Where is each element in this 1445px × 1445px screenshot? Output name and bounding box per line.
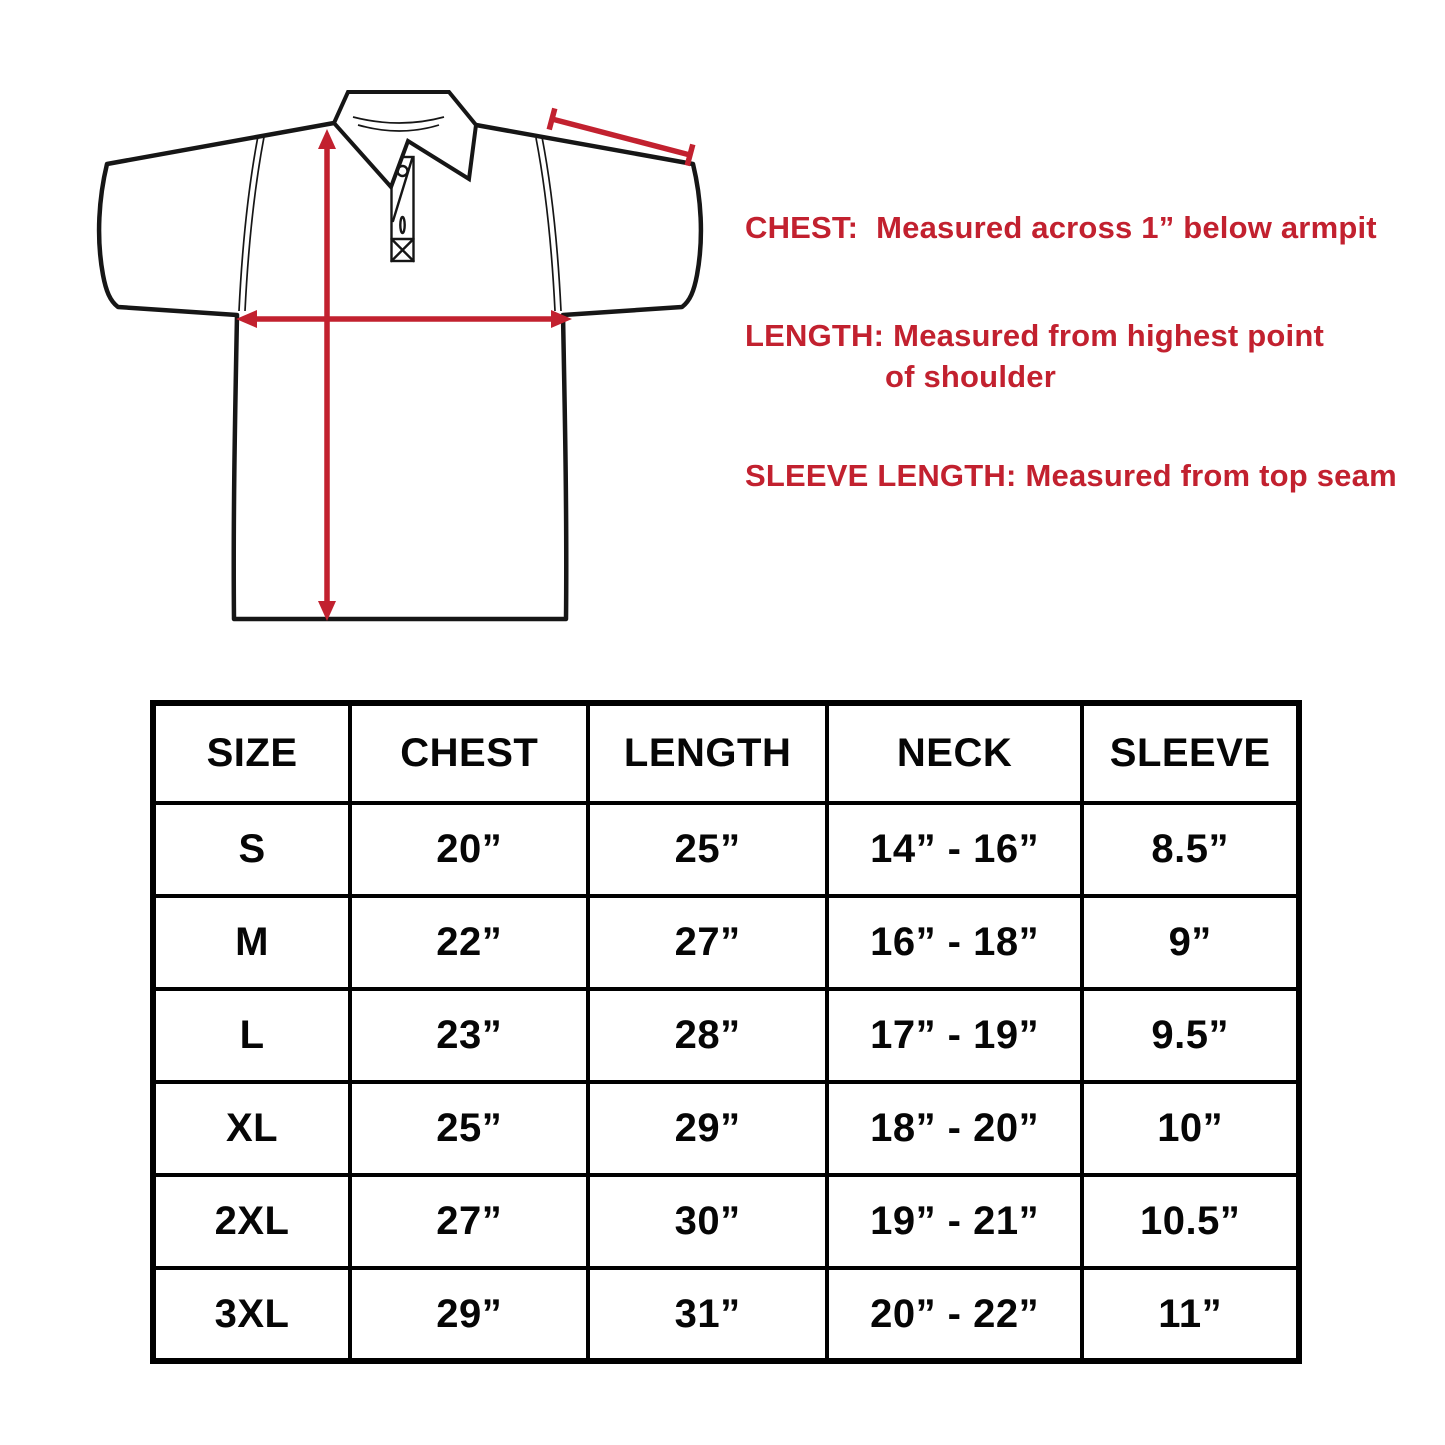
polo-shirt-diagram (90, 78, 710, 640)
column-header-size: SIZE (153, 703, 350, 803)
cell-chest: 29” (350, 1268, 588, 1361)
cell-sleeve: 10” (1082, 1082, 1299, 1175)
cell-sleeve: 11” (1082, 1268, 1299, 1361)
size-chart-header-row (153, 703, 1299, 803)
cell-size: 3XL (153, 1268, 350, 1361)
column-header-neck: NECK (827, 703, 1083, 803)
cell-chest: 20” (350, 803, 588, 896)
table-row (153, 1082, 1299, 1175)
cell-sleeve: 8.5” (1082, 803, 1299, 896)
note-length-text: Measured from highest point (893, 318, 1324, 353)
column-header-chest: CHEST (350, 703, 588, 803)
note-length-label: LENGTH: (745, 318, 885, 353)
column-header-length: LENGTH (588, 703, 826, 803)
note-chest-text: Measured across 1” below armpit (876, 210, 1377, 245)
cell-length: 25” (588, 803, 826, 896)
note-length-text-line2: of shoulder (885, 359, 1056, 394)
table-row (153, 803, 1299, 896)
cell-size: XL (153, 1082, 350, 1175)
table-row (153, 896, 1299, 989)
column-header-sleeve: SLEEVE (1082, 703, 1299, 803)
note-sleeve-text: Measured from top seam (1025, 458, 1397, 493)
cell-length: 27” (588, 896, 826, 989)
cell-length: 30” (588, 1175, 826, 1268)
cell-chest: 23” (350, 989, 588, 1082)
cell-neck: 18” - 20” (827, 1082, 1083, 1175)
cell-chest: 25” (350, 1082, 588, 1175)
cell-sleeve: 9” (1082, 896, 1299, 989)
cell-neck: 19” - 21” (827, 1175, 1083, 1268)
note-chest-label: CHEST: (745, 210, 859, 245)
polo-shirt-icon (90, 78, 710, 640)
table-row (153, 1175, 1299, 1268)
note-length (745, 315, 1345, 397)
cell-chest: 22” (350, 896, 588, 989)
cell-chest: 27” (350, 1175, 588, 1268)
cell-length: 28” (588, 989, 826, 1082)
note-chest (745, 207, 1377, 248)
cell-size: S (153, 803, 350, 896)
cell-size: M (153, 896, 350, 989)
size-chart (150, 700, 1302, 1364)
cell-size: 2XL (153, 1175, 350, 1268)
cell-neck: 20” - 22” (827, 1268, 1083, 1361)
table-row (153, 989, 1299, 1082)
cell-length: 29” (588, 1082, 826, 1175)
size-chart-body (153, 803, 1299, 1361)
note-sleeve-label: SLEEVE LENGTH: (745, 458, 1017, 493)
cell-neck: 14” - 16” (827, 803, 1083, 896)
cell-sleeve: 9.5” (1082, 989, 1299, 1082)
table-row (153, 1268, 1299, 1361)
note-sleeve (745, 455, 1397, 496)
cell-length: 31” (588, 1268, 826, 1361)
cell-sleeve: 10.5” (1082, 1175, 1299, 1268)
cell-neck: 16” - 18” (827, 896, 1083, 989)
size-chart-table (150, 700, 1302, 1364)
cell-neck: 17” - 19” (827, 989, 1083, 1082)
cell-size: L (153, 989, 350, 1082)
